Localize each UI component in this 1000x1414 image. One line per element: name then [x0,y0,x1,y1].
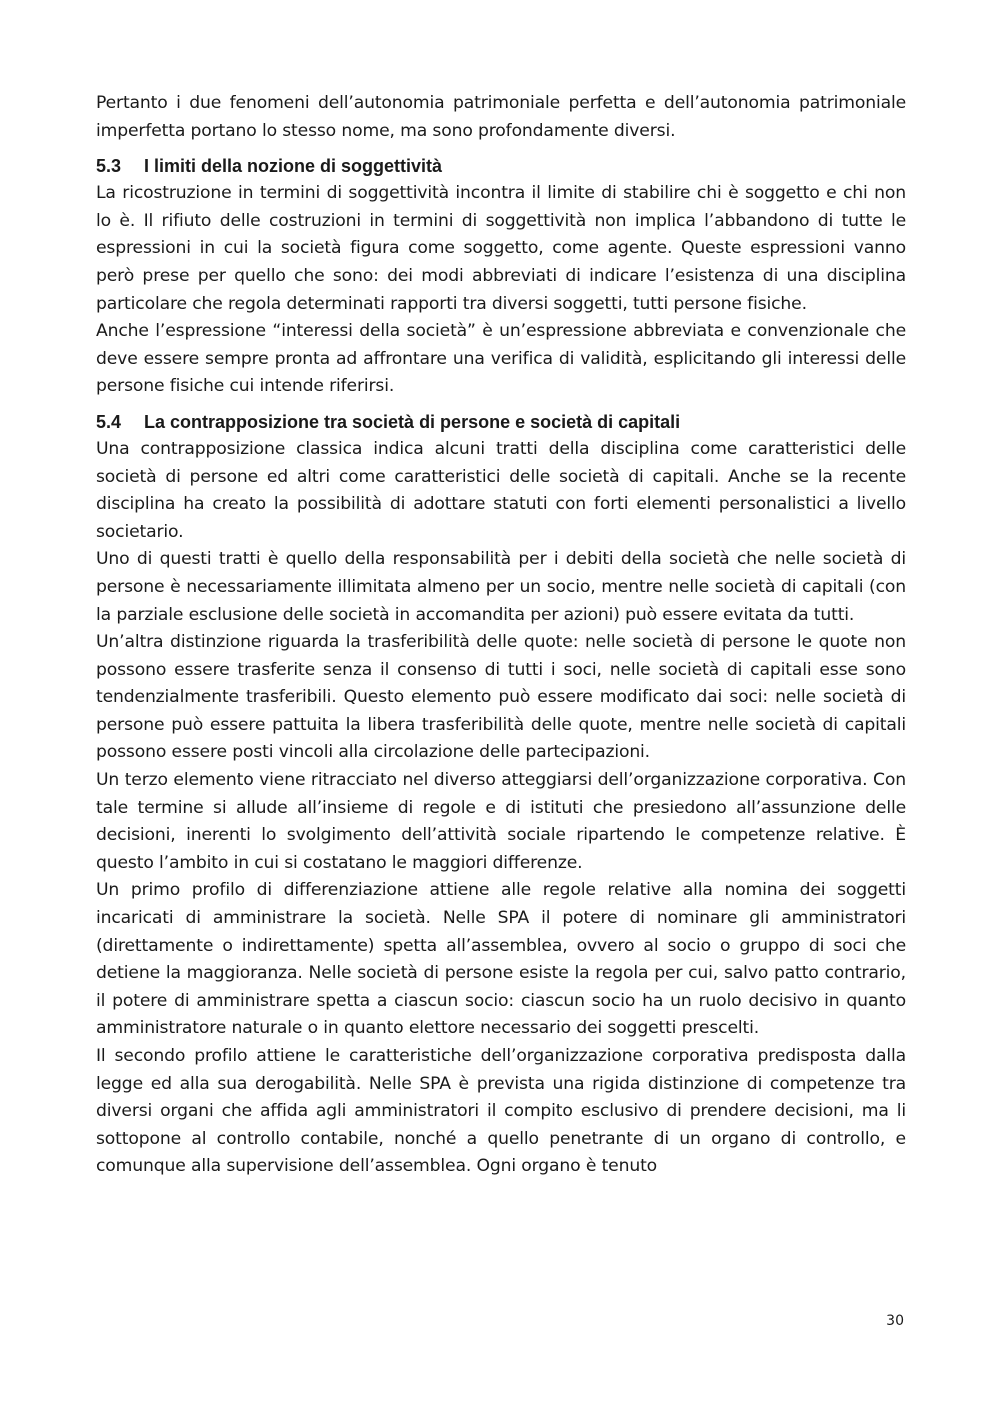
section-5-4-paragraph: Il secondo profilo attiene le caratteristiche dell’organizzazione corporativa predisposta dalla legge ed alla sua derogabilità. Nelle SPA è prevista una rigida distinzione di competenze tra diversi organi che affida agli amministratori il compito esclusivo di prendere decisioni, ma li sottopone al controllo contabile, nonché a quello penetrante di un organo di controllo, e comunque alla supervisione dell’assemblea. Ogni organo è tenuto [96,1046,906,1177]
section-5-4-paragraph: Una contrapposizione classica indica alcuni tratti della disciplina come caratteristici delle società di persone ed altri come caratteristici delle società di capitali. Anche se la recente disciplina ha creato la possibilità di adottare statuti con forti elementi personalistici a livello societario. [96,438,906,542]
section-5-4-paragraph: Un terzo elemento viene ritracciato nel diverso atteggiarsi dell’organizzazione corporativa. Con tale termine si allude all’insieme di regole e di istituti che presiedono all’assunzione delle decisioni, inerenti lo svolgimento dell’attività sociale ripartendo le competenze relative. È questo l’ambito in cui si costatano le maggiori differenze. [96,770,906,873]
intro-paragraph: Pertanto i due fenomeni dell’autonomia patrimoniale perfetta e dell’autonomia patrimoniale imperfetta portano lo stesso nome, ma sono profondamente diversi. [96,93,906,141]
document-page [96,90,906,1181]
section-number: 5.4 [96,411,122,432]
section-title: La contrapposizione tra società di persone e società di capitali [144,411,681,432]
section-5-4-paragraph: Uno di questi tratti è quello della responsabilità per i debiti della società che nelle società di persone è necessariamente illimitata almeno per un socio, mentre nelle società di capitali (con la parziale esclusione delle società in accomandita per azioni) può essere evitata da tutti. [96,549,906,625]
section-5-3-paragraph: La ricostruzione in termini di soggettività incontra il limite di stabilire chi è soggetto e chi non lo è. Il rifiuto delle costruzioni in termini di soggettività non implica l’abbandono di tutte le espressioni in cui la società figura come soggetto, come agente. Queste espressioni vanno però prese per quello che sono: dei modi abbreviati di indicare l’esistenza di una disciplina particolare che regola determinati rapporti tra diversi soggetti, tutti persone fisiche. [96,183,906,314]
section-heading-5-4 [96,410,906,434]
section-title: I limiti della nozione di soggettività [144,156,443,177]
section-5-4-paragraph: Un primo profilo di differenziazione attiene alle regole relative alla nomina dei soggetti incaricati di amministrare la società. Nelle SPA il potere di nominare gli amministratori (direttamente o indirettamente) spetta all’assemblea, ovvero al socio o gruppo di soci che detiene la maggioranza. Nelle società di persone esiste la regola per cui, salvo patto contrario, il potere di amministrare spetta a ciascun socio: ciascun socio ha un ruolo decisivo in quanto amministratore naturale o in quanto elettore necessario dei soggetti prescelti. [96,880,906,1039]
section-heading-5-3 [96,154,906,178]
page-number: 30 [886,1313,904,1329]
section-number: 5.3 [96,156,122,177]
section-5-3-paragraph: Anche l’espressione “interessi della società” è un’espressione abbreviata e convenzionale che deve essere sempre pronta ad affrontare una verifica di validità, esplicitando gli interessi delle persone fisiche cui intende riferirsi. [96,321,906,397]
section-5-4-paragraph: Un’altra distinzione riguarda la trasferibilità delle quote: nelle società di persone le quote non possono essere trasferite senza il consenso di tutti i soci, nelle società di capitali esse sono tendenzialmente trasferibili. Questo elemento può essere modificato dai soci: nelle società di persone può essere pattuita la libera trasferibilità delle quote, mentre nelle società di capitali possono essere posti vincoli alla circolazione delle partecipazioni. [96,632,906,763]
